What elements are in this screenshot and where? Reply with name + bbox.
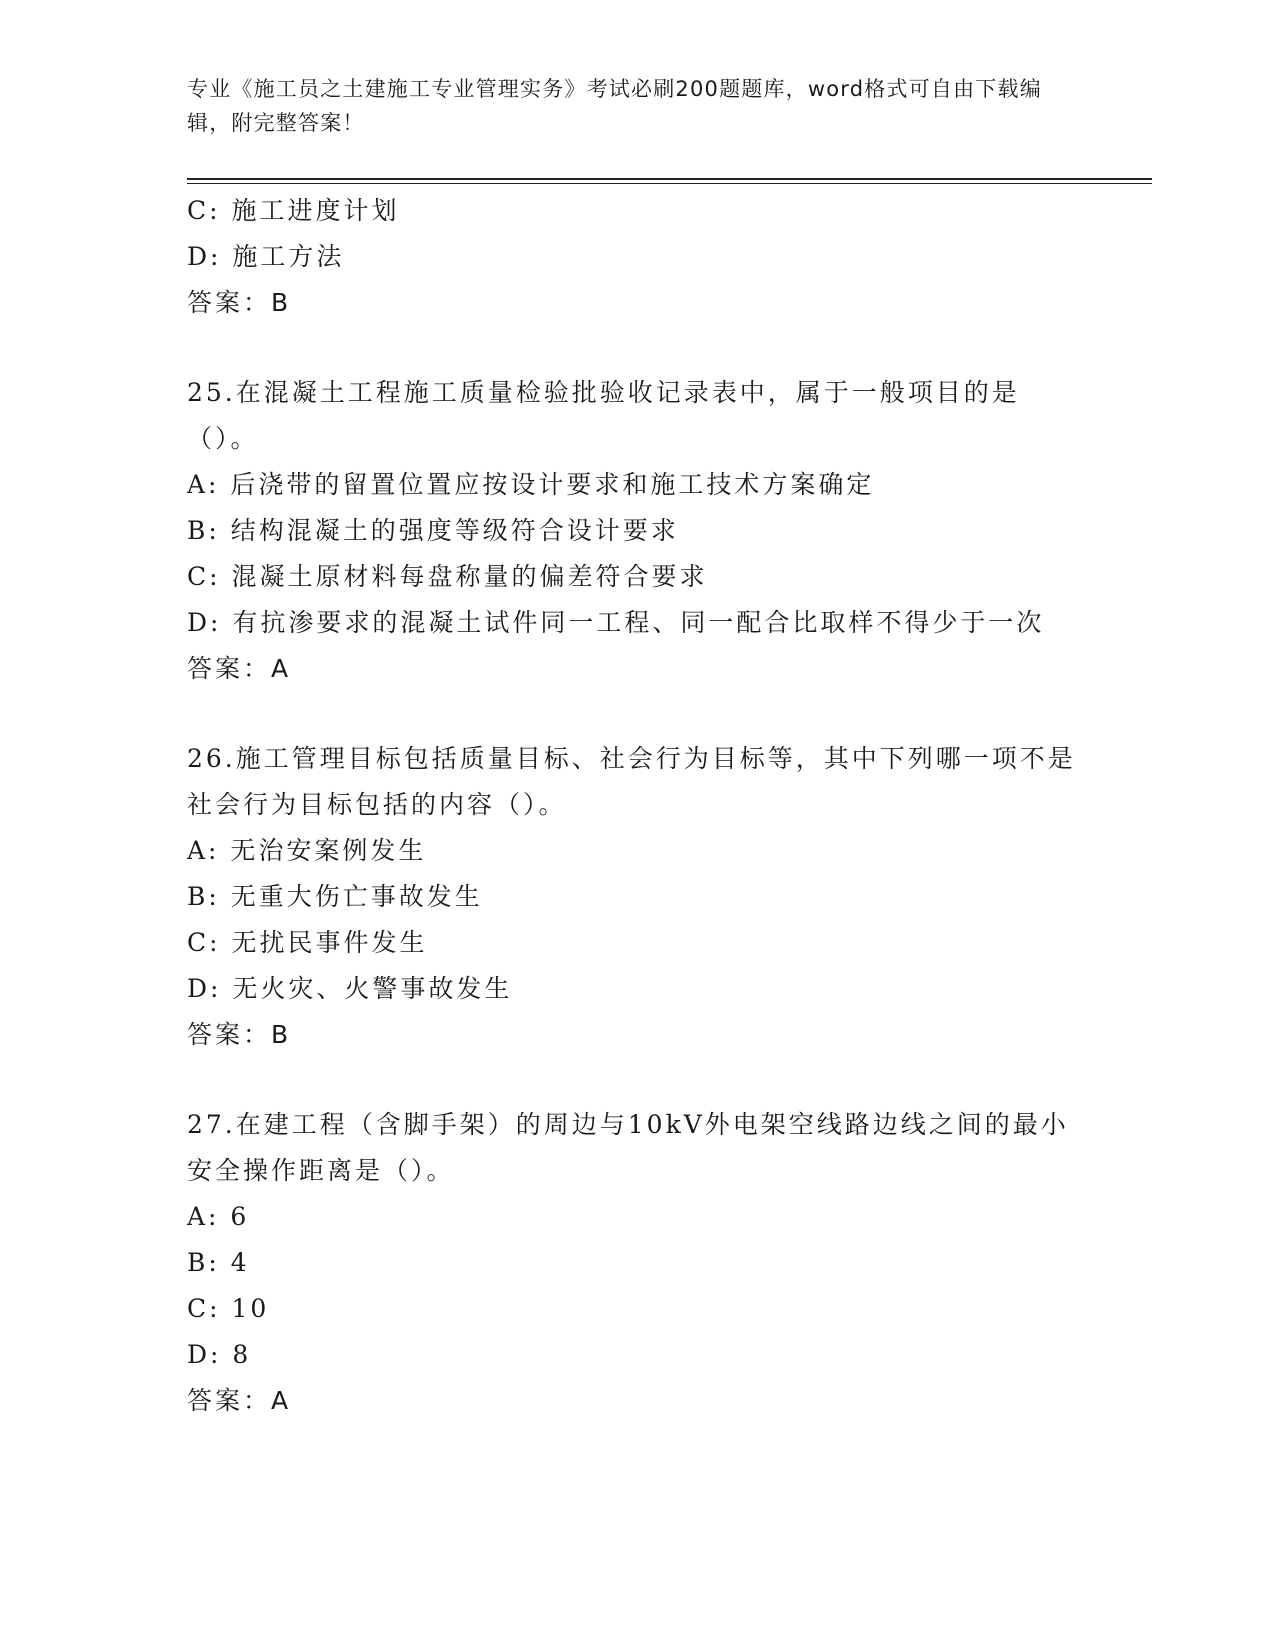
option-d: D: 无火灾、火警事故发生 [187, 974, 513, 1003]
document-header: 专业《施工员之土建施工专业管理实务》考试必刷200题题库，word格式可自由下载编辑，附完整答案！ [187, 77, 1042, 135]
option-a: A: 后浇带的留置位置应按设计要求和施工技术方案确定 [187, 470, 875, 499]
option-b: B: 结构混凝土的强度等级符合设计要求 [187, 516, 679, 545]
question-list [187, 188, 1087, 1424]
answer-line: 答案：A [187, 654, 292, 683]
option-c: C: 施工进度计划 [187, 196, 400, 225]
option-c: C: 无扰民事件发生 [187, 928, 428, 957]
question-27 [187, 1102, 1087, 1424]
option-c: C: 混凝土原材料每盘称量的偏差符合要求 [187, 562, 708, 591]
header-rule-thin [187, 183, 1152, 184]
option-c: C: 10 [187, 1294, 270, 1323]
previous-question [187, 188, 1087, 326]
answer-line: 答案：B [187, 1020, 292, 1049]
question-stem: 26.施工管理目标包括质量目标、社会行为目标等，其中下列哪一项不是社会行为目标包括的内容（）。 [187, 744, 1076, 819]
header-rule-thick [187, 178, 1152, 180]
answer-line: 答案：B [187, 288, 292, 317]
question-stem: 25.在混凝土工程施工质量检验批验收记录表中，属于一般项目的是（）。 [187, 378, 1020, 453]
question-26 [187, 736, 1087, 1058]
option-b: B: 4 [187, 1248, 250, 1277]
option-a: A: 6 [187, 1202, 250, 1231]
option-a: A: 无治安案例发生 [187, 836, 427, 865]
option-d: D: 8 [187, 1340, 252, 1369]
question-25 [187, 370, 1087, 692]
question-stem: 27.在建工程（含脚手架）的周边与10kV外电架空线路边线之间的最小安全操作距离是（）。 [187, 1110, 1069, 1185]
answer-line: 答案：A [187, 1386, 292, 1415]
option-d: D: 施工方法 [187, 242, 345, 271]
option-d: D: 有抗渗要求的混凝土试件同一工程、同一配合比取样不得少于一次 [187, 608, 1045, 637]
option-b: B: 无重大伤亡事故发生 [187, 882, 483, 911]
